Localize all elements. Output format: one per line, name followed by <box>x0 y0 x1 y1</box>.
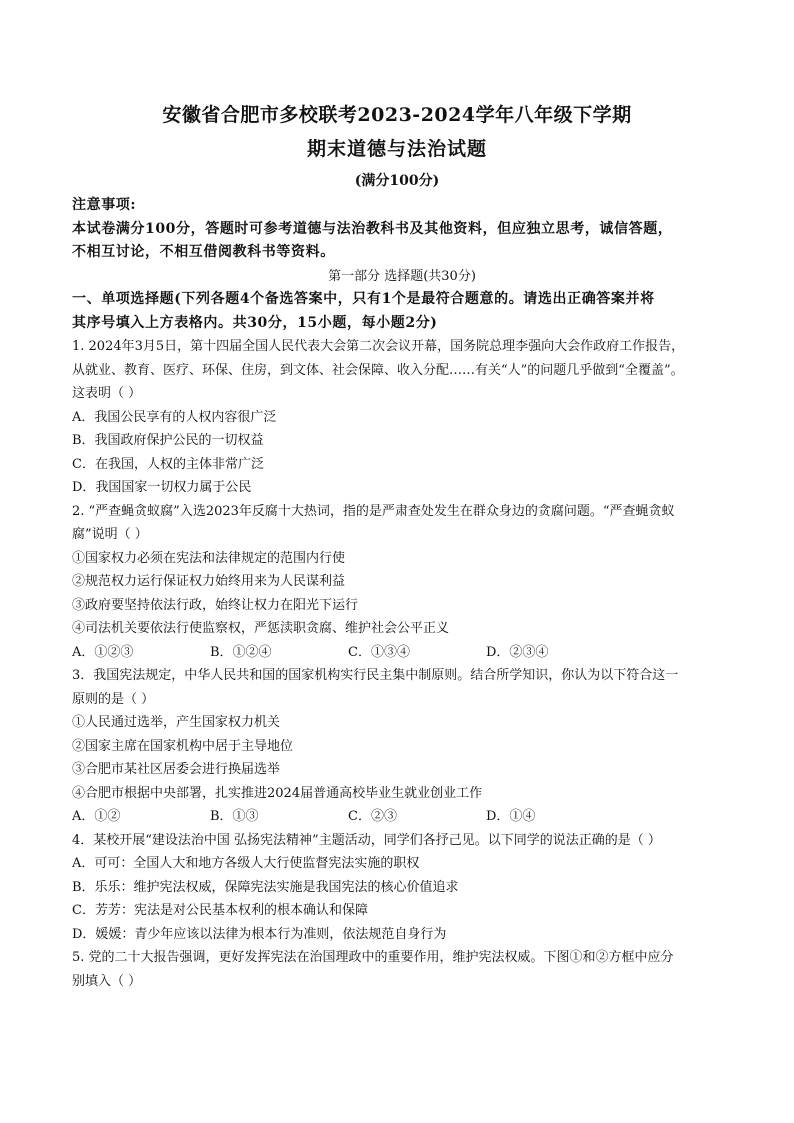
q2-option-d: D．②③④ <box>486 644 549 660</box>
q4-option-a: A．可可：全国人大和地方各级人大行使监督宪法实施的职权 <box>72 856 420 871</box>
q1-stem-3: 这表明（ ） <box>72 386 142 401</box>
q2-item-4: ④司法机关要依法行使监察权，严惩渎职贪腐、维护社会公平正义 <box>72 621 450 636</box>
q2-item-1: ①国家权力必须在宪法和法律规定的范围内行使 <box>72 550 346 566</box>
q2-item-3: ③政府要坚持依法行政，始终让权力在阳光下运行 <box>72 597 359 613</box>
q3-options <box>72 805 732 829</box>
q4-option-c: C．芳芳：宪法是对公民基本权利的根本确认和保障 <box>72 903 368 918</box>
q4-stem-1: 4．某校开展“建设法治中国 弘扬宪法精神”主题活动，同学们各抒己见。以下同学的说法正确的是（ ） <box>72 832 661 848</box>
notice-heading: 注意事项: <box>72 197 137 213</box>
q5-stem-1: 5. 党的二十大报告强调，更好发挥宪法在治国理政中的重要作用，维护宪法权威。下图①和②方框中应分 <box>72 950 674 965</box>
q4-option-b: B．乐乐：维护宪法权威，保障宪法实施是我国宪法的核心价值追求 <box>72 879 459 895</box>
q2-stem-2: 腐”说明（ ） <box>72 527 148 542</box>
q4-option-d: D．媛媛：青少年应该以法律为根本行为准则，依法规范自身行为 <box>72 926 447 942</box>
exam-title-line1: 安徽省合肥市多校联考2023-2024学年八年级下学期 <box>162 104 632 126</box>
q2-option-b: B．①②④ <box>210 644 272 660</box>
q3-stem-2: 原则的是（ ） <box>72 691 155 707</box>
q1-option-c: C．在我国，人权的主体非常广泛 <box>72 456 264 472</box>
q3-option-a: A．①② <box>72 809 121 824</box>
q3-stem-1: 3．我国宪法规定，中华人民共和国的国家机构实行民主集中制原则。结合所学知识，你认为以下符合这一 <box>72 668 679 683</box>
exam-content <box>72 194 732 993</box>
q5-stem-2: 别填入（ ） <box>72 973 142 989</box>
q2-option-c: C．①③④ <box>348 644 410 660</box>
q1-stem-1: 1. 2024年3月5日，第十四届全国人民代表大会第二次会议开幕，国务院总理李强向大会作政府工作报告， <box>72 339 685 354</box>
exam-title-line2: 期末道德与法治试题 <box>306 138 487 160</box>
q1-stem-2: 从就业、教育、医疗、环保、住房，到文体、社会保障、收入分配……有关“人”的问题几乎做到“全覆盖”。 <box>72 362 684 378</box>
q3-item-1: ①人民通过选举，产生国家权力机关 <box>72 715 281 730</box>
q3-item-4: ④合肥市根据中央部署，扎实推进2024届普通高校毕业生就业创业工作 <box>72 785 483 801</box>
q1-option-d: D．我国国家一切权力属于公民 <box>72 480 252 495</box>
q2-item-2: ②规范权力运行保证权力始终用来为人民谋利益 <box>72 574 346 589</box>
q2-option-a: A．①②③ <box>72 644 134 660</box>
q3-option-b: B．①③ <box>210 809 259 824</box>
q3-item-2: ②国家主席在国家机构中居于主导地位 <box>72 738 294 754</box>
q3-option-c: C．②③ <box>348 809 397 824</box>
section-instruction-1: 一、单项选择题(下列各题4个备选答案中，只有1个是最符合题意的。请选出正确答案并将 <box>72 291 655 307</box>
q3-item-3: ③合肥市某社区居委会进行换届选举 <box>72 762 281 777</box>
q3-option-d: D．①④ <box>486 809 536 824</box>
q2-options <box>72 641 732 665</box>
q2-stem-1: 2. “严查蝇贪蚁腐”入选2023年反腐十大热词，指的是严肃查处发生在群众身边的贪腐问题。“严查蝇贪蚁 <box>72 503 675 519</box>
notice-line-2: 不相互讨论，不相互借阅教科书等资料。 <box>72 244 335 260</box>
full-score-note: (满分100分) <box>354 173 440 189</box>
section-instruction-2: 其序号填入上方表格内。共30分，15小题，每小题2分) <box>72 314 438 331</box>
q1-option-a: A．我国公民享有的人权内容很广泛 <box>72 409 277 425</box>
notice-line-1: 本试卷满分100分，答题时可参考道德与法治教科书及其他资料，但应独立思考，诚信答题， <box>72 220 673 237</box>
q1-option-b: B．我国政府保护公民的一切权益 <box>72 433 264 448</box>
part-title: 第一部分 选择题(共30分) <box>328 268 476 284</box>
